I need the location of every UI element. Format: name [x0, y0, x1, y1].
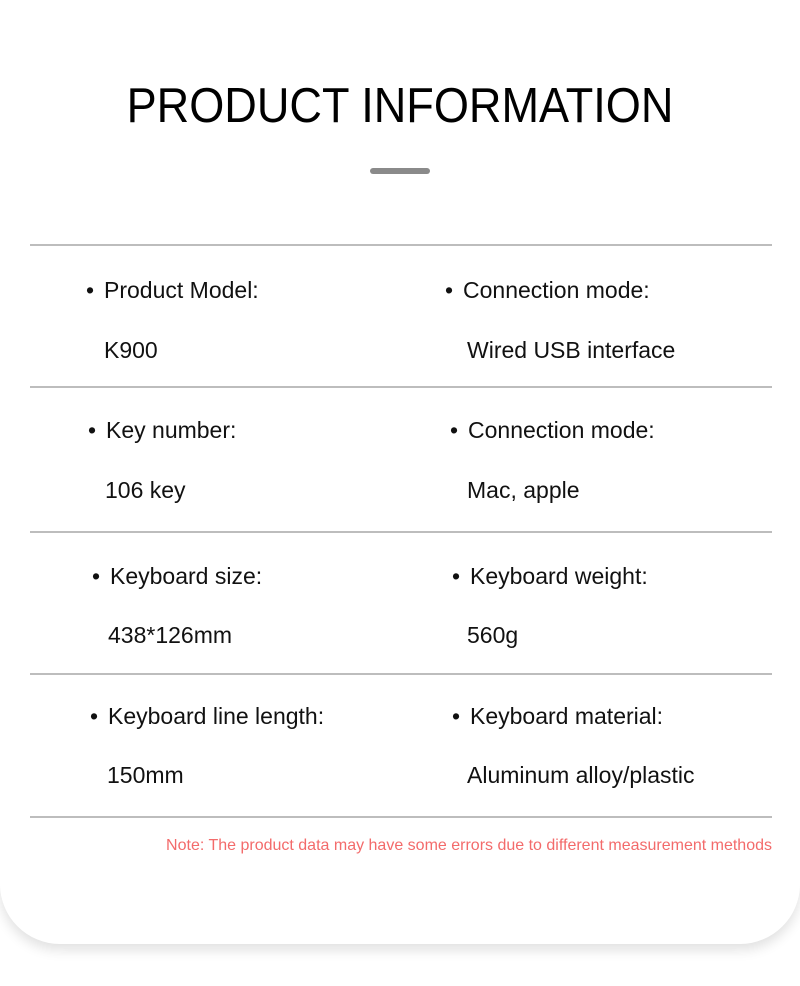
spec-value: Wired USB interface	[467, 337, 676, 363]
spec-label: • Connection mode:	[450, 416, 655, 444]
spec-value: 150mm	[107, 762, 184, 788]
spec-value: 560g	[467, 622, 519, 648]
spec-label: • Keyboard weight:	[452, 562, 648, 590]
spec-value: Mac, apple	[467, 477, 580, 503]
page-title: PRODUCT INFORMATION	[126, 79, 674, 133]
row-divider	[30, 531, 772, 533]
row-divider	[30, 673, 772, 675]
spec-label: • Connection mode:	[445, 276, 650, 304]
spec-value: Aluminum alloy/plastic	[467, 762, 695, 788]
spec-label: • Key number:	[88, 416, 236, 444]
spec-value: 106 key	[105, 477, 186, 503]
row-divider	[30, 244, 772, 246]
row-divider	[30, 816, 772, 818]
spec-label: • Keyboard line length:	[90, 702, 324, 730]
spec-value: 438*126mm	[108, 622, 233, 648]
title-divider	[370, 168, 430, 174]
spec-label: • Keyboard material:	[452, 702, 663, 730]
measurement-note: Note: The product data may have some errors due to different measurement methods	[166, 837, 772, 854]
spec-value: K900	[104, 337, 158, 363]
spec-label: • Keyboard size:	[92, 562, 262, 590]
row-divider	[30, 386, 772, 388]
spec-label: • Product Model:	[86, 276, 259, 304]
